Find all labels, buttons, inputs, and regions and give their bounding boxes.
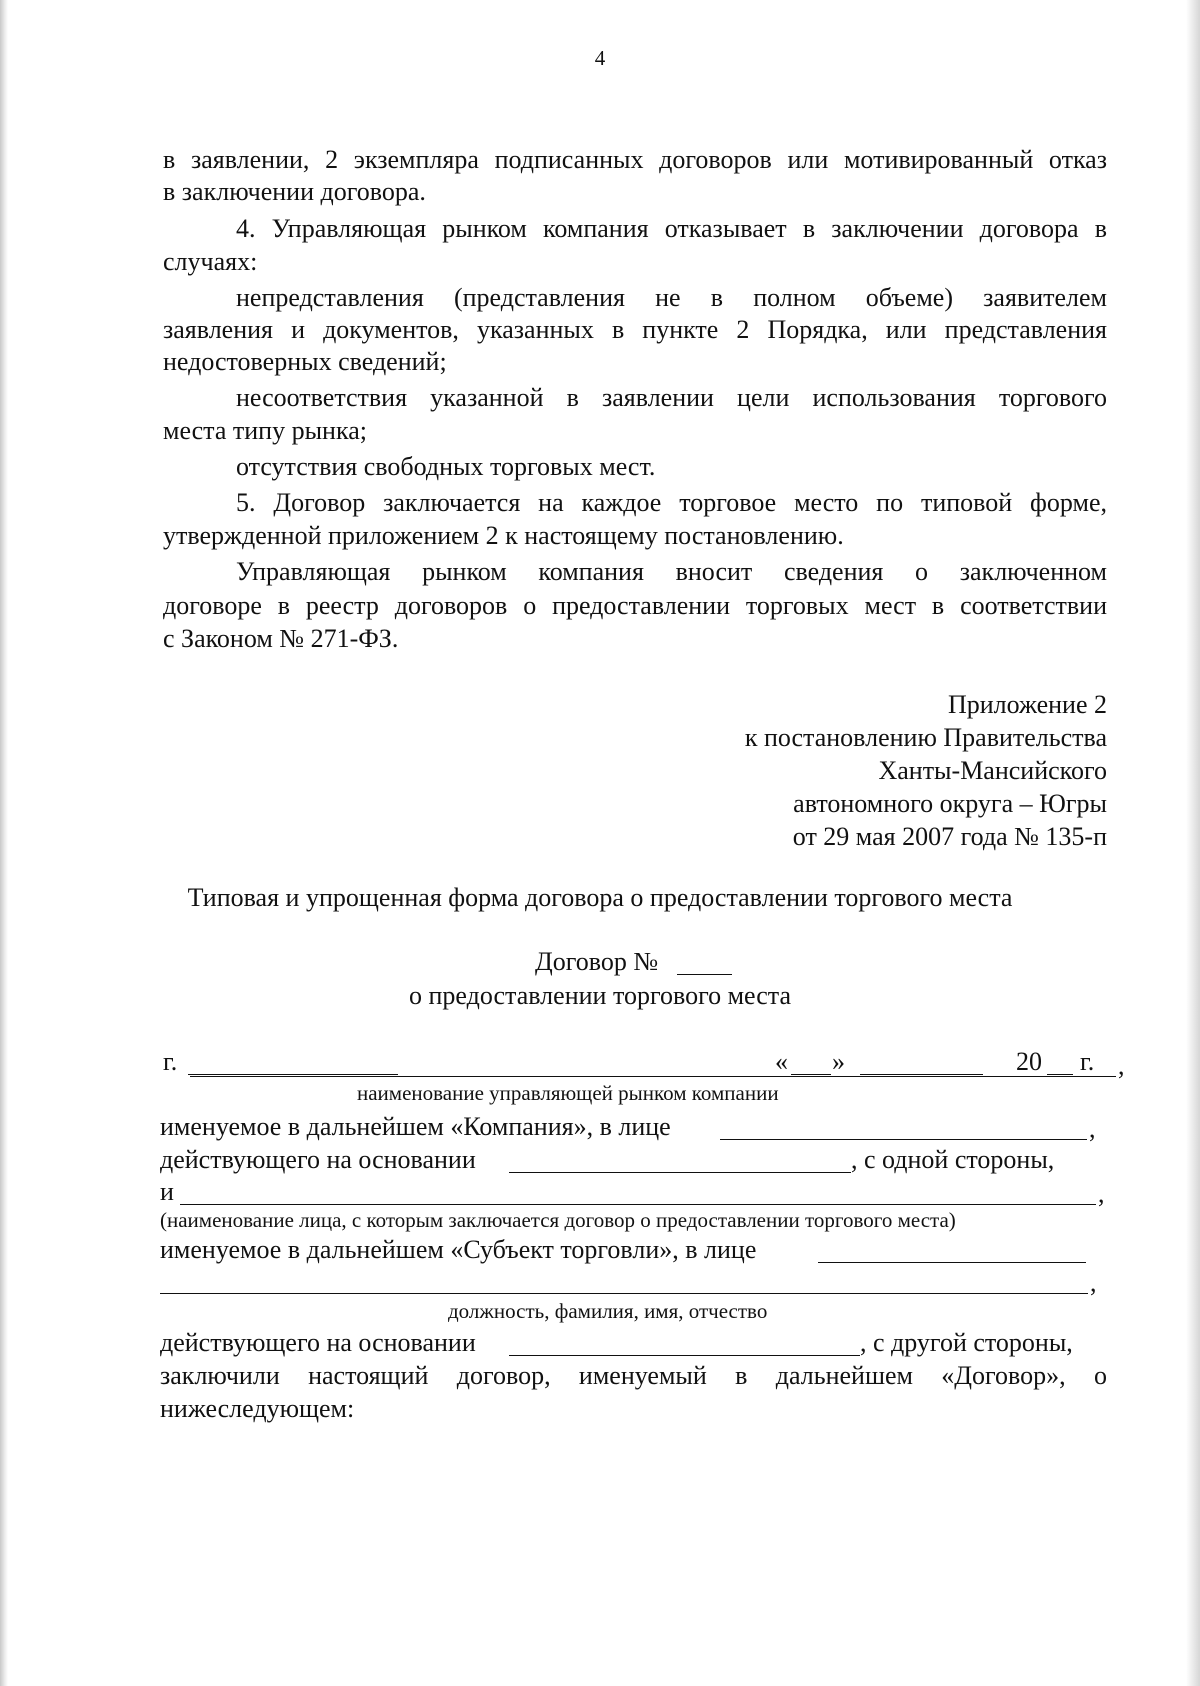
paragraph-line: 4. Управляющая рынком компания отказывает в заключении договора в [236, 214, 1107, 243]
paragraph-line: Управляющая рынком компания вносит сведения о заключенном [236, 557, 1107, 586]
year-prefix: 20 [1016, 1047, 1042, 1076]
comma: , [1089, 1114, 1096, 1143]
date-open-quote: « [775, 1047, 788, 1076]
form-title: Типовая и упрощенная форма договора о предоставлении торгового места [187, 883, 1013, 912]
contract-title: Договор № [535, 947, 659, 976]
page-number: 4 [594, 46, 606, 70]
scan-edge-right [1186, 0, 1200, 1686]
and-text: и [160, 1177, 174, 1206]
comma: , [1090, 1268, 1097, 1297]
company-representative-blank [720, 1139, 1087, 1140]
company-named-text: именуемое в дальнейшем «Компания», в лице [160, 1112, 671, 1141]
city-prefix: г. [163, 1047, 178, 1076]
comma: , [1118, 1051, 1125, 1080]
paragraph-line: 5. Договор заключается на каждое торговое место по типовой форме, [236, 488, 1107, 517]
date-close-quote: » [832, 1047, 845, 1076]
scan-edge-left [0, 0, 8, 1686]
paragraph-line: случаях: [163, 247, 258, 276]
company-basis-blank [509, 1172, 851, 1173]
paragraph-line: непредставления (представления не в полном объеме) заявителем [236, 283, 1107, 312]
other-side-text: , с другой стороны, [860, 1328, 1073, 1357]
paragraph-line: заявления и документов, указанных в пункте 2 Порядка, или представления [163, 315, 1107, 344]
acting-basis-text: действующего на основании [160, 1145, 476, 1174]
city-blank [188, 1074, 398, 1075]
appendix-line: Приложение 2 [947, 690, 1107, 719]
appendix-line: Ханты-Мансийского [878, 756, 1107, 785]
paragraph-line: недостоверных сведений; [163, 347, 447, 376]
acting-basis-text: действующего на основании [160, 1328, 476, 1357]
one-side-text: , с одной стороны, [851, 1145, 1055, 1174]
month-blank [860, 1074, 983, 1075]
appendix-line: автономного округа – Югры [793, 789, 1107, 818]
paragraph-line: отсутствия свободных торговых мест. [236, 452, 656, 481]
year-suffix: г. [1080, 1047, 1095, 1076]
subject-representative-blank [818, 1262, 1086, 1263]
subject-named-text: именуемое в дальнейшем «Субъект торговли», в лице [160, 1235, 757, 1264]
counterparty-blank [180, 1204, 1096, 1205]
hint-person: (наименование лица, с которым заключается договор о предоставлении торгового места) [160, 1208, 956, 1232]
paragraph-line: утвержденной приложением 2 к настоящему постановлению. [163, 521, 844, 550]
paragraph-line: в заключении договора. [163, 177, 426, 206]
hint-position: должность, фамилия, имя, отчество [448, 1299, 768, 1323]
appendix-line: от 29 мая 2007 года № 135-п [792, 822, 1107, 851]
day-blank [791, 1074, 831, 1075]
paragraph-line: несоответствия указанной в заявлении цели использования торгового [236, 383, 1107, 412]
appendix-line: к постановлению Правительства [744, 723, 1107, 752]
paragraph-line: договоре в реестр договоров о предоставлении торговых мест в соответствии [163, 591, 1107, 620]
hint-company: наименование управляющей рынком компании [357, 1081, 779, 1105]
paragraph-line: с Законом № 271-ФЗ. [163, 624, 399, 653]
contract-number-blank [677, 974, 732, 975]
concluded-text: нижеследующем: [160, 1394, 355, 1423]
subject-basis-blank [509, 1355, 860, 1356]
paragraph-line: места типу рынка; [163, 416, 367, 445]
company-name-blank [190, 1076, 1116, 1077]
year-blank [1047, 1074, 1073, 1075]
position-name-blank [160, 1293, 1088, 1294]
contract-subtitle: о предоставлении торгового места [409, 981, 791, 1010]
concluded-text: заключили настоящий договор, именуемый в дальнейшем «Договор», о [160, 1361, 1107, 1390]
paragraph-line: в заявлении, 2 экземпляра подписанных договоров или мотивированный отказ [163, 145, 1107, 174]
comma: , [1098, 1179, 1105, 1208]
